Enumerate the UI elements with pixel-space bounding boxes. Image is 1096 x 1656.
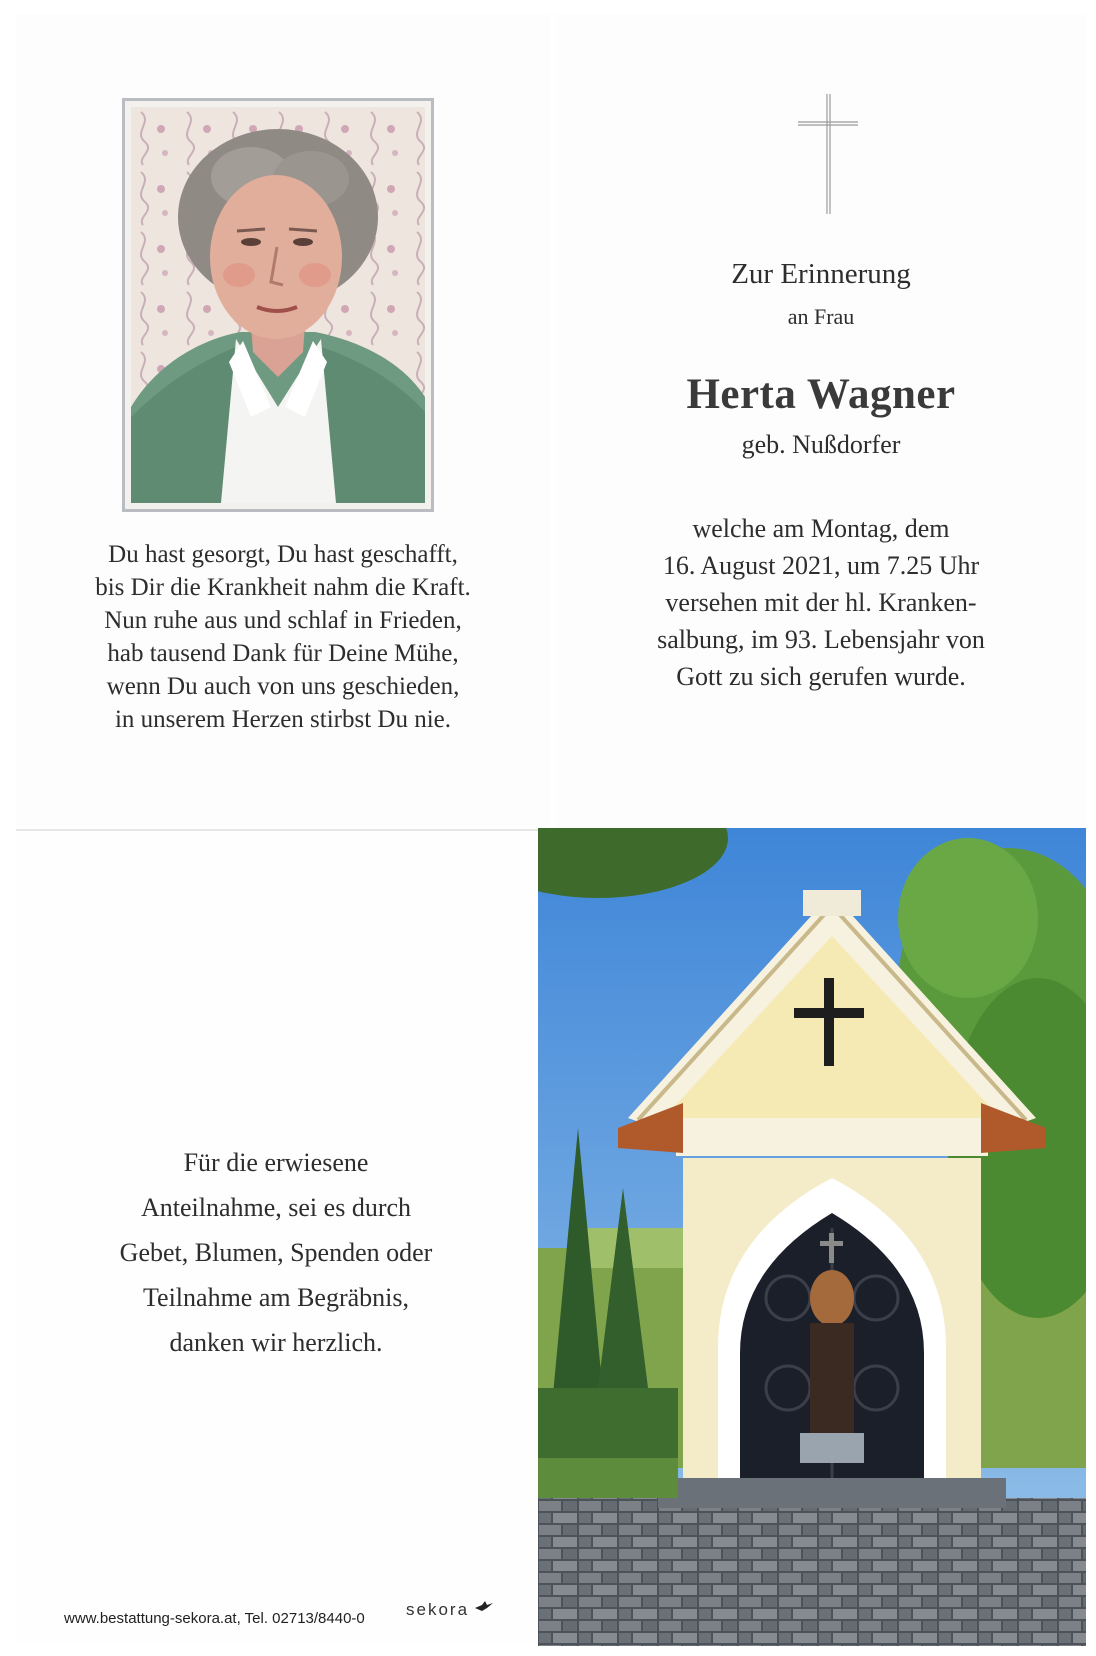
portrait-photo — [131, 107, 425, 503]
footer-contact: www.bestattung-sekora.at, Tel. 02713/8440-0 — [64, 1610, 365, 1627]
birth-name: geb. Nußdorfer — [741, 430, 901, 459]
salutation: an Frau — [787, 304, 855, 329]
chapel-photo — [538, 828, 1086, 1646]
poem-line: in unserem Herzen stirbst Du nie. — [114, 706, 452, 733]
sekora-logo — [406, 1600, 494, 1620]
death-line: 16. August 2021, um 7.25 Uhr — [662, 551, 980, 580]
thanks-line: Für die erwiesene — [183, 1148, 369, 1177]
death-line: salbung, im 93. Lebensjahr von — [657, 625, 985, 654]
cross-icon — [798, 94, 858, 218]
poem-line: wenn Du auch von uns geschieden, — [106, 673, 460, 700]
death-line: Gott zu sich gerufen wurde. — [676, 662, 966, 691]
death-line: versehen mit der hl. Kranken- — [665, 588, 977, 617]
poem-line: hab tausend Dank für Deine Mühe, — [107, 640, 459, 667]
bird-icon — [474, 1600, 494, 1614]
thanks-line: Anteilnahme, sei es durch — [140, 1193, 412, 1222]
logo-text: sekora — [406, 1600, 470, 1619]
poem-line: bis Dir die Krankheit nahm die Kraft. — [95, 574, 471, 601]
intro-heading: Zur Erinnerung — [731, 258, 911, 290]
poem-line: Nun ruhe aus und schlaf in Frieden, — [104, 607, 462, 634]
thanks-line: Teilnahme am Begräbnis, — [142, 1283, 410, 1312]
portrait-frame — [122, 98, 434, 512]
death-line: welche am Montag, dem — [692, 514, 950, 543]
thanks-message — [16, 1140, 536, 1365]
memorial-poem — [16, 538, 550, 736]
portrait-illustration — [131, 107, 425, 503]
thanks-line: Gebet, Blumen, Spenden oder — [119, 1238, 433, 1267]
death-notice — [556, 510, 1086, 695]
deceased-name: Herta Wagner — [686, 371, 956, 418]
poem-line: Du hast gesorgt, Du hast geschafft, — [108, 541, 458, 568]
thanks-line: danken wir herzlich. — [169, 1328, 383, 1357]
